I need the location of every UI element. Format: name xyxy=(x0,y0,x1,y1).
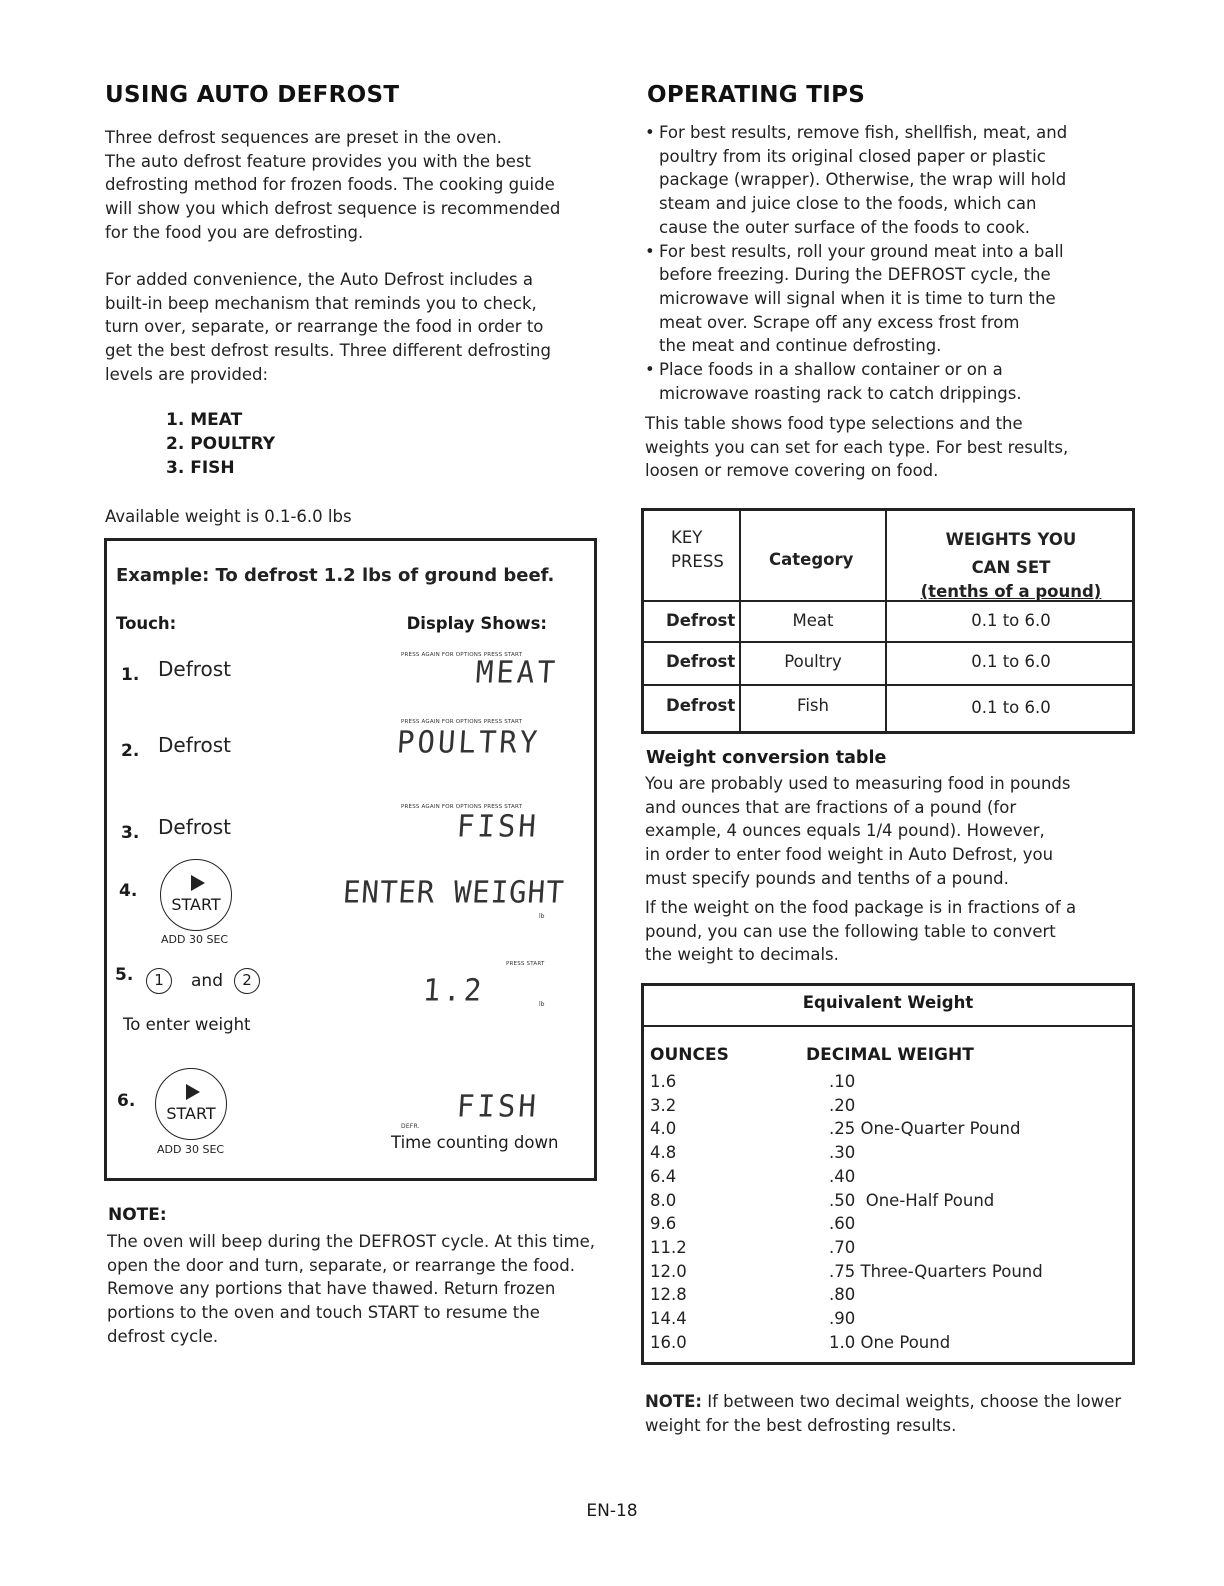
defrost-weights-table xyxy=(641,508,1135,734)
step-defrost-label: Defrost xyxy=(158,815,232,839)
weight-conversion-heading: Weight conversion table xyxy=(646,748,887,768)
number-key-1: 1 xyxy=(146,968,172,994)
play-icon xyxy=(191,875,205,891)
row-weights: 0.1 to 6.0 xyxy=(971,611,1051,630)
row-weights: 0.1 to 6.0 xyxy=(971,698,1051,717)
row-key: Defrost xyxy=(666,611,736,630)
step-number: 2. xyxy=(121,741,140,761)
row-key: Defrost xyxy=(666,652,736,671)
level-fish: 3. FISH xyxy=(166,458,235,478)
note-text: The oven will beep during the DEFROST cycle. At this time, open the door and turn, separate, or rearrange the food. Remove any portions that have thawed. Return frozen portions to the oven and touch START to resume the defrost cycle. xyxy=(107,1232,596,1346)
weight-conversion-text-2: If the weight on the food package is in fractions of a pound, you can use the following table to convert the weight to decimals. xyxy=(645,898,1077,965)
example-box xyxy=(104,538,597,1181)
display-fish-countdown: FISH xyxy=(455,1088,541,1124)
press-start-caption: PRESS START xyxy=(506,961,545,967)
and-text: and xyxy=(191,971,223,991)
enter-weight-caption: To enter weight xyxy=(123,1015,251,1034)
number-key-2: 2 xyxy=(234,968,260,994)
level-poultry: 2. POULTRY xyxy=(166,434,276,454)
tip-item: • For best results, roll your ground meat into a ball before freezing. During the DEFROST cycle, the microwave will signal when it is time to turn the meat over. Scrape off any excess frost from the meat and continue defrosting. xyxy=(645,240,1067,359)
header-weights: WEIGHTS YOU CAN SET (tenths of a pound) xyxy=(920,530,1102,601)
row-category: Fish xyxy=(797,696,829,715)
display-weight-value: 1.2 xyxy=(421,972,486,1008)
header-key-press: KEY PRESS xyxy=(671,528,724,571)
equivalent-weight-table xyxy=(641,983,1135,1365)
display-meat: MEAT xyxy=(474,654,560,690)
ounces-header: OUNCES xyxy=(650,1045,729,1065)
add-30-sec-label: ADD 30 SEC xyxy=(161,933,229,946)
unit-lb: lb xyxy=(539,913,545,920)
defr-indicator: DEFR. xyxy=(401,1123,420,1130)
display-caption: PRESS AGAIN FOR OPTIONS PRESS START xyxy=(401,652,523,658)
step-defrost-label: Defrost xyxy=(158,657,232,681)
step-number: 4. xyxy=(119,881,138,901)
page-number: EN-18 xyxy=(586,1501,638,1521)
operating-tips-list xyxy=(645,121,1067,405)
tip-item: • For best results, remove fish, shellfish, meat, and poultry from its original closed paper or plastic package (wrapper). Otherwise, the wrap will hold steam and juice close to the foods, which can cause the outer surface of the foods to cook. xyxy=(645,121,1067,240)
left-heading: USING AUTO DEFROST xyxy=(105,82,400,108)
display-fish: FISH xyxy=(455,808,541,844)
display-caption: PRESS AGAIN FOR OPTIONS PRESS START xyxy=(401,804,523,810)
right-note: NOTE: If between two decimal weights, choose the lower weight for the best defrosting results. xyxy=(645,1392,1122,1435)
row-weights: 0.1 to 6.0 xyxy=(971,652,1051,671)
play-icon xyxy=(186,1084,200,1100)
convenience-paragraph: For added convenience, the Auto Defrost includes a built-in beep mechanism that reminds you to check, turn over, separate, or rearrange the food in order to get the best defrost results. Three different defrosting levels are provided: xyxy=(105,270,551,384)
step-number: 1. xyxy=(121,665,140,685)
row-category: Meat xyxy=(792,611,834,630)
note-heading: NOTE: xyxy=(108,1205,167,1225)
time-counting-down: Time counting down xyxy=(391,1133,559,1152)
step-number: 5. xyxy=(115,965,134,985)
example-title: Example: To defrost 1.2 lbs of ground beef. xyxy=(116,565,555,586)
start-button: START xyxy=(155,1068,227,1140)
display-poultry: POULTRY xyxy=(395,724,542,760)
available-weight: Available weight is 0.1-6.0 lbs xyxy=(105,507,352,526)
step-defrost-label: Defrost xyxy=(158,733,232,757)
header-category: Category xyxy=(769,550,854,569)
equivalent-weight-title: Equivalent Weight xyxy=(802,993,974,1012)
add-30-sec-label: ADD 30 SEC xyxy=(157,1143,225,1156)
row-category: Poultry xyxy=(784,652,842,671)
row-key: Defrost xyxy=(666,696,736,715)
start-button: START xyxy=(160,859,232,931)
unit-lb: lb xyxy=(539,1001,545,1008)
touch-label: Touch: xyxy=(116,614,177,633)
display-caption: PRESS AGAIN FOR OPTIONS PRESS START xyxy=(401,719,523,725)
table-intro: This table shows food type selections and the weights you can set for each type. For best results, loosen or remove covering on food. xyxy=(645,414,1069,481)
defrost-levels-list xyxy=(166,408,275,480)
decimal-weight-header: DECIMAL WEIGHT xyxy=(806,1045,974,1065)
ounces-column: 1.6 3.2 4.0 4.8 6.4 8.0 9.6 11.2 12.0 12.8 14.4 16.0 xyxy=(650,1072,687,1352)
tip-item: • Place foods in a shallow container or on a microwave roasting rack to catch drippings. xyxy=(645,358,1067,405)
intro-paragraph: Three defrost sequences are preset in the oven. The auto defrost feature provides you with the best defrosting method for frozen foods. The cooking guide will show you which defrost sequence is recommended for the food you are defrosting. xyxy=(105,128,561,242)
step-number: 3. xyxy=(121,823,140,843)
display-label: Display Shows: xyxy=(406,614,547,633)
weight-conversion-text: You are probably used to measuring food in pounds and ounces that are fractions of a pound (for example, 4 ounces equals 1/4 pound). However, in order to enter food weight in Auto Defrost, you must specify pounds and tenths of a pound. xyxy=(645,774,1071,888)
level-meat: 1. MEAT xyxy=(166,410,243,430)
display-enter-weight: ENTER WEIGHT xyxy=(341,874,566,910)
right-heading: OPERATING TIPS xyxy=(647,82,866,108)
step-number: 6. xyxy=(117,1091,136,1111)
decimal-column: .10 .20 .25 One-Quarter Pound .30 .40 .50 One-Half Pound .60 .70 .75 Three-Quarters Pound .80 .90 1.0 One Pound xyxy=(829,1072,1043,1352)
